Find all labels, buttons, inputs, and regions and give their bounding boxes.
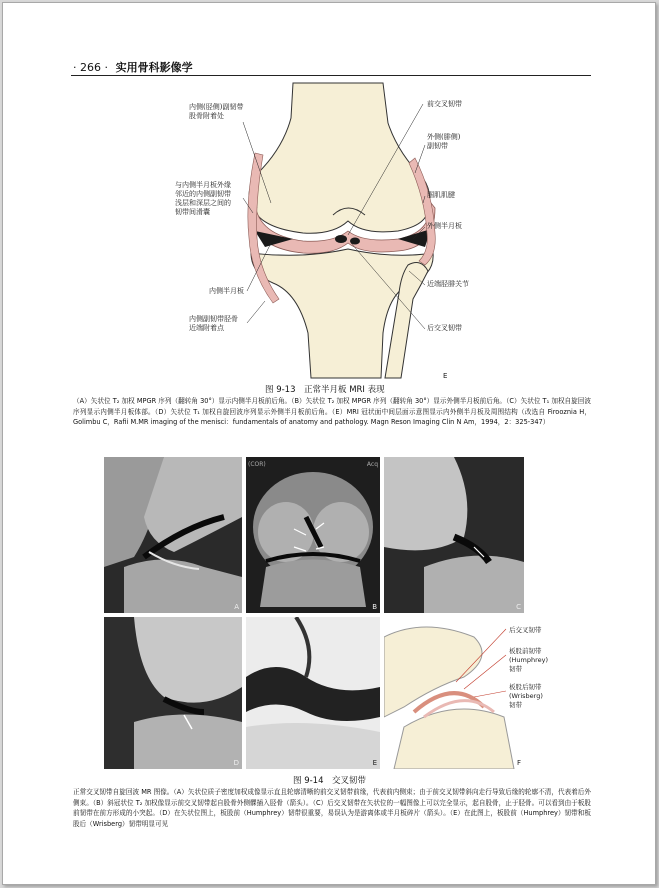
label-line: 股骨附着处: [189, 112, 224, 120]
label-line: 浅层和深层之间的: [175, 199, 231, 207]
page-number: · 266 ·: [73, 61, 108, 74]
label-line: 邻近的内侧副韧带: [175, 190, 231, 198]
label-line: 板股前韧带: [509, 647, 542, 655]
figure-9-13-title: 图 9-13 正常半月板 MRI 表现: [265, 385, 385, 395]
ligament-diagram-panel: [384, 617, 524, 769]
panel-label-f: F: [516, 759, 521, 767]
label-line: 板股后韧带: [509, 683, 542, 691]
diagram-label-pcl: 后交叉韧带: [509, 626, 542, 634]
mri-panel-b: [246, 457, 380, 613]
label-mcl-attach: [189, 103, 243, 121]
label-line: 内侧副韧带胫骨: [189, 315, 238, 323]
knee-coronal-diagram: [3, 3, 655, 383]
mri-e-image: [246, 617, 380, 769]
label-line: 与内侧半月板外缘: [175, 181, 231, 189]
panel-label-a: A: [234, 603, 239, 611]
label-lcl: [427, 133, 460, 151]
label-line: 韧带: [509, 701, 522, 709]
mri-d-image: [104, 617, 242, 769]
label-popliteus: 腘肌肌腱: [427, 191, 455, 199]
mri-panel-a: [104, 457, 242, 613]
mri-c-image: [384, 457, 524, 613]
label-line: 韧带间滑囊: [175, 208, 210, 216]
panel-label-c: C: [516, 603, 521, 611]
mri-panel-c: [384, 457, 524, 613]
label-pcl: 后交叉韧带: [427, 324, 462, 332]
label-line: 外侧(腓侧): [427, 133, 461, 141]
overlay-cor: (COR): [248, 461, 266, 468]
diagram-label-humphrey: [509, 647, 548, 674]
label-line: 近端附着点: [189, 324, 224, 332]
mri-panel-d: [104, 617, 242, 769]
figure-9-14-title: 图 9-14 交叉韧带: [293, 776, 366, 786]
panel-label-b: B: [372, 603, 377, 611]
label-line: (Humphrey): [509, 656, 549, 664]
panel-label-d: D: [233, 759, 239, 767]
label-prox-tibfib: 近端胫腓关节: [427, 280, 469, 288]
figure-9-13-caption: （A）矢状位 T₂ 加权 MPGR 序列（翻转角 30°）显示内侧半月板前后角。（B）矢状位 T₂ 加权 MPGR 序列（翻转角 30°）显示外侧半月板前后角。（C）矢状位 T₁ 加权自旋回波序列显示内侧半月板体部。（D）矢状位 T₁ 加权自旋回波序列显示外侧半月板前后角。（E）MRI 冠状面中间层面示意图显示内外侧半月板及周围结构（改选自 Firooznia H，Golimbu C，Rafii M.MR imaging of the menisci：fundamentals of anatomy and pathology. Magn Reson Imaging Clin N Am，1994，2：325-347）: [73, 397, 591, 426]
label-bursa: [175, 181, 231, 217]
label-line: 内侧(胫侧)副韧带: [189, 103, 244, 111]
book-title: 实用骨科影像学: [115, 61, 193, 74]
label-lateral-meniscus: 外侧半月板: [427, 222, 462, 230]
label-acl: 前交叉韧带: [427, 100, 462, 108]
label-line: (Wrisberg): [509, 692, 543, 700]
mri-panel-e: [246, 617, 380, 769]
label-line: 韧带: [509, 665, 522, 673]
mri-b-image: [246, 457, 380, 613]
label-mcl-tibial: [189, 315, 238, 333]
panel-label-e: E: [372, 759, 377, 767]
overlay-acq: Acq: [366, 461, 378, 468]
diagram-label-wrisberg: [509, 683, 543, 710]
panel-letter-e: E: [443, 372, 448, 380]
label-medial-meniscus: 内侧半月板: [209, 287, 244, 295]
book-page: [2, 2, 656, 885]
figure-9-14-caption: 正常交叉韧带自旋回波 MR 图像。（A）矢状位质子密度加权成像显示直且轮廓清晰的前交叉韧带前缘，代表前内侧束；由于前交叉韧带斜向走行导致后缘的轮廓不清，代表着后外侧束。（B）斜冠状位 T₂ 加权像显示前交叉韧带起自股骨外侧髁插入胫骨（箭头）。（C）后交叉韧带在矢状位的一幅图像上可以完全显示，起自股骨，止于胫骨。可以看到由于板股前韧带在前方形成的小突起。（D）在矢状位图上，板股前（Humphrey）韧带很重要，易误认为是游离体或半月板碎片（箭头）。（E）在此图上，板股前（Humphrey）韧带和板股后（Wrisberg）韧带明显可见: [73, 788, 591, 828]
label-line: 副韧带: [427, 142, 448, 150]
ligament-diagram: [384, 617, 524, 769]
mri-a-image: [104, 457, 242, 613]
